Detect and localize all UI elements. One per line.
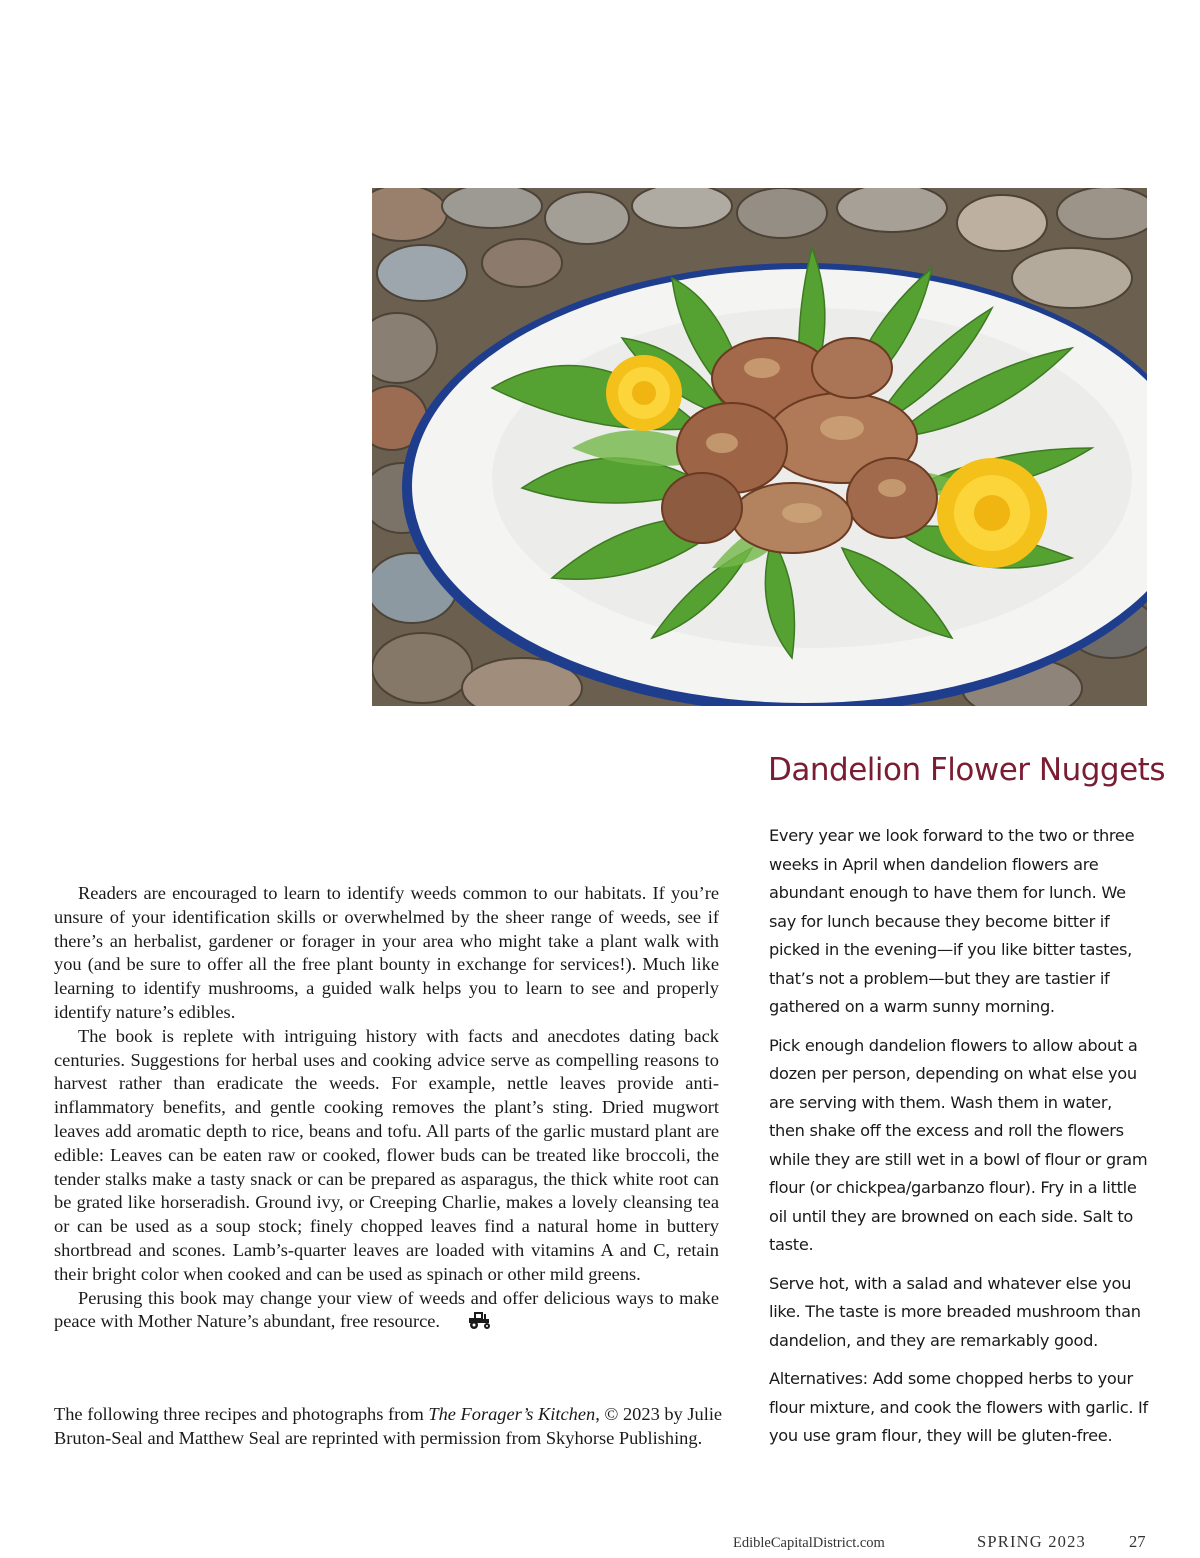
article-body — [54, 882, 719, 1337]
recipe-body — [769, 822, 1149, 1461]
tractor-icon — [444, 1312, 492, 1337]
article-paragraph: The book is replete with intriguing history with facts and anecdotes dating back centuries. Suggestions for herbal uses and cooking advice serve as compelling reasons to harvest rather than eradicate the weeds. For example, nettle leaves provide anti-inflammatory benefits, and gentle cooking removes the plant’s sting. Dried mugwort leaves add aromatic depth to rice, beans and tofu. All parts of the garlic mustard plant are edible: Leaves can be eaten raw or cooked, flower buds can be treated like broccoli, the tender stalks make a tasty snack or can be prepared as asparagus, the thick white root can be grated like horseradish. Ground ivy, or Creeping Charlie, makes a lovely cleansing tea or can be used as a soup stock; finely chopped leaves find a natural home in buttery shortbread and scones. Lamb’s-quarter leaves are loaded with vitamins A and C, retain their bright color when cooked and can be used as spinach or other mild greens. — [54, 1025, 719, 1284]
article-paragraph-last — [54, 1287, 719, 1338]
page-number: 27 — [1129, 1532, 1146, 1551]
recipe-paragraph: Pick enough dandelion flowers to allow about a dozen per person, depending on what else you are serving with them. Wash them in water, then shake off the excess and roll the flowers while they are still wet in a bowl of flour or gram flour (or chickpea/garbanzo flour). Fry in a little oil until they are browned on each side. Salt to taste. — [769, 1035, 1148, 1254]
article-paragraph: Readers are encouraged to learn to identify weeds common to our habitats. If you’re unsure of your identification skills or overwhelmed by the sheer range of weeds, see if there’s an herbalist, gardener or forager in your area who might take a plant walk with you (and be sure to offer all the free plant bounty in exchange for services!). Much like learning to identify mushrooms, a guided walk helps you to learn to see and properly identify nature’s edibles. — [54, 883, 719, 1022]
footer-site: EdibleCapitalDistrict.com — [733, 1535, 885, 1551]
footer-issue: SPRING 2023 — [977, 1532, 1087, 1551]
credit-line — [54, 1403, 724, 1451]
recipe-paragraph: Alternatives: Add some chopped herbs to your flour mixture, and cook the flowers with garlic. If you use gram flour, they will be gluten-free. — [769, 1369, 1148, 1445]
article-paragraph-text: Perusing this book may change your view of weeds and offer delicious ways to make peace with Mother Nature’s abundant, free resource. — [54, 1287, 719, 1332]
recipe-title: Dandelion Flower Nuggets — [768, 752, 1165, 788]
recipe-paragraph: Every year we look forward to the two or three weeks in April when dandelion flowers are abundant enough to have them for lunch. We say for lunch because they become bitter if picked in the evening—if you like bitter tastes, that’s not a problem—but they are tastier if gathered on a warm sunny morning. — [769, 826, 1135, 1016]
credit-prefix: The following three recipes and photographs from — [54, 1404, 429, 1424]
recipe-paragraph: Serve hot, with a salad and whatever else you like. The taste is more breaded mushroom than dandelion, and they are remarkably good. — [769, 1273, 1141, 1350]
food-photo — [372, 188, 1147, 706]
book-title: The Forager’s Kitchen — [428, 1404, 596, 1424]
credit-suffix: , © 2023 by Julie Bruton-Seal and Matthew Seal are reprinted with permission from Skyhorse Publishing. — [54, 1404, 723, 1448]
food-photo-icon — [372, 188, 1147, 706]
